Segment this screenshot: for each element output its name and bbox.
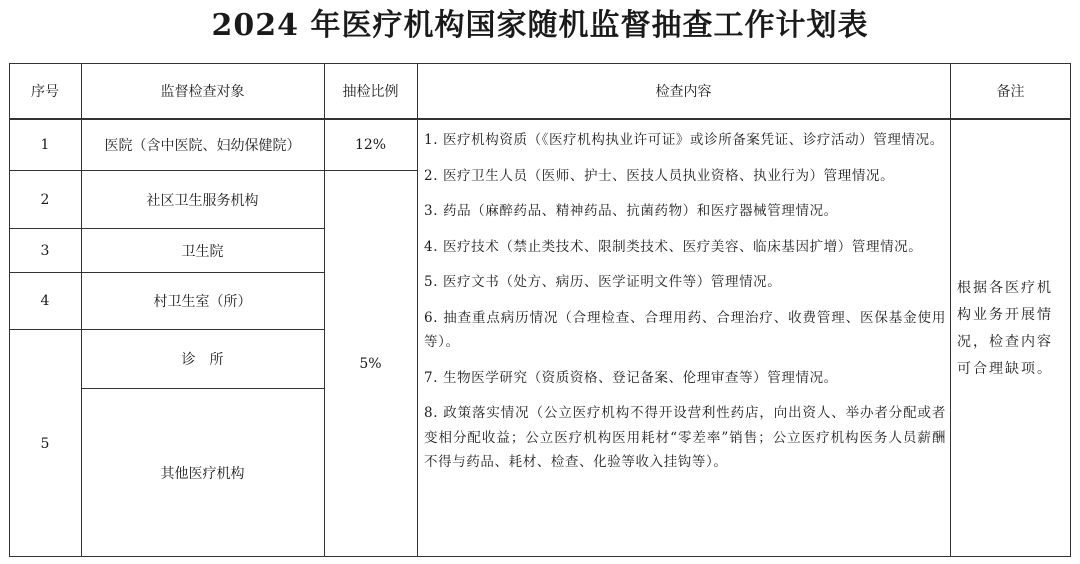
header-ratio: 抽检比例 bbox=[342, 83, 399, 100]
row-seq: 3 bbox=[40, 242, 50, 259]
content-item: 7. 生物医学研究（资质资格、登记备案、伦理审查等）管理情况。 bbox=[424, 369, 838, 386]
row-seq: 2 bbox=[40, 191, 50, 208]
header-target: 监督检查对象 bbox=[160, 83, 245, 100]
row-seq: 4 bbox=[40, 293, 50, 309]
content-item: 3. 药品（麻醉药品、精神药品、抗菌药物）和医疗器械管理情况。 bbox=[424, 203, 838, 219]
row-target: 其他医疗机构 bbox=[160, 466, 245, 482]
row-seq: 1 bbox=[40, 136, 50, 153]
page-title: 2024 年医疗机构国家随机监督抽查工作计划表 bbox=[211, 8, 869, 43]
content-item: 4. 医疗技术（禁止类技术、限制类技术、医疗美容、临床基因扩增）管理情况。 bbox=[424, 238, 923, 255]
content-item: 5. 医疗文书（处方、病历、医学证明文件等）管理情况。 bbox=[424, 274, 782, 290]
row-ratio: 12% bbox=[354, 136, 387, 153]
header-remark: 备注 bbox=[996, 83, 1025, 100]
header-seq: 序号 bbox=[31, 83, 59, 100]
column-divider bbox=[950, 63, 951, 557]
content-item: 8. 政策落实情况（公立医疗机构不得开设营利性药店，向出资人、举办者分配或者变相分配收益；公立医疗机构医用耗材“零差率”销售；公立医疗机构医务人员薪酬不得与药品、耗材、检查、化验等收入挂钩等）。 bbox=[424, 405, 946, 470]
row-target: 卫生院 bbox=[181, 243, 224, 260]
shared-ratio: 5% bbox=[359, 356, 382, 372]
content-item: 2. 医疗卫生人员（医师、护士、医技人员执业资格、执业行为）管理情况。 bbox=[424, 167, 895, 184]
inspection-content-list bbox=[424, 128, 946, 486]
row-target: 社区卫生服务机构 bbox=[146, 192, 259, 209]
row-target: 村卫生室（所） bbox=[153, 294, 252, 310]
header-content: 检查内容 bbox=[655, 83, 712, 100]
row-seq: 5 bbox=[40, 435, 50, 452]
remark-text: 根据各医疗机构业务开展情况，检查内容可合理缺项。 bbox=[957, 280, 1053, 377]
content-item: 6. 抽查重点病历情况（合理检查、合理用药、合理治疗、收费管理、医保基金使用等）。 bbox=[424, 309, 946, 350]
row-target: 医院（含中医院、妇幼保健院） bbox=[104, 137, 301, 154]
content-item: 1. 医疗机构资质（《医疗机构执业许可证》或诊所备案凭证、诊疗活动）管理情况。 bbox=[424, 132, 944, 148]
row-target: 诊 所 bbox=[181, 352, 224, 368]
column-divider bbox=[417, 63, 418, 557]
